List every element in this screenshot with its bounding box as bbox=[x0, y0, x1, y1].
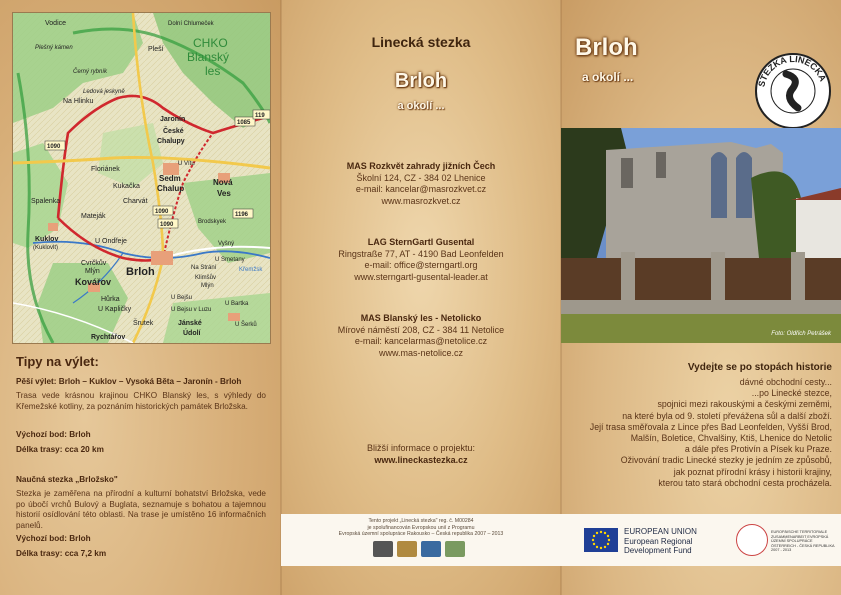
hike-route-title: Pěší výlet: Brloh – Kuklov – Vysoká Běta – Jaronín - Brloh bbox=[16, 377, 242, 386]
svg-text:Brodskyek: Brodskyek bbox=[198, 219, 227, 225]
svg-text:Ledová jeskyně: Ledová jeskyně bbox=[83, 89, 125, 95]
org-email[interactable]: e-mail: office@sterngartl.org bbox=[364, 260, 478, 270]
svg-text:Spalenka: Spalenka bbox=[31, 198, 61, 205]
svg-text:Dolní Chlumeček: Dolní Chlumeček bbox=[168, 21, 214, 27]
trail-start: Výchozí bod: Brloh bbox=[16, 534, 91, 543]
trail-description: Stezka je zaměřena na přírodní a kulturní bohatství Brložska, vede po úbočí vrchů Bulový a Buglata, seznamuje s bohatou a tajemnou historií osídlování této oblasti. Na trase je umístěno 16 informačních panelů. bbox=[16, 489, 266, 530]
svg-text:Vyšný: Vyšný bbox=[218, 241, 235, 247]
svg-text:Křemžsk: Křemžsk bbox=[239, 267, 263, 273]
right-subtitle: a okolí ... bbox=[582, 70, 634, 84]
svg-text:CHKO: CHKO bbox=[193, 36, 228, 50]
svg-text:U Bejsu v Luzu: U Bejsu v Luzu bbox=[171, 307, 212, 313]
stezka-linecka-logo bbox=[754, 52, 832, 130]
svg-text:Nová: Nová bbox=[213, 178, 233, 187]
center-title: Brloh bbox=[394, 70, 448, 92]
svg-text:Charvát: Charvát bbox=[123, 198, 148, 205]
partner-logo bbox=[445, 541, 465, 557]
svg-text:Blanský: Blanský bbox=[187, 50, 230, 64]
funding-strip bbox=[281, 514, 841, 566]
center-content bbox=[281, 0, 561, 595]
svg-text:Na Strání: Na Strání bbox=[191, 265, 217, 271]
svg-text:Floriánek: Floriánek bbox=[91, 166, 120, 173]
svg-text:Mateják: Mateják bbox=[81, 213, 106, 220]
svg-text:U Smetany: U Smetany bbox=[215, 257, 245, 263]
org-website[interactable]: www.masrozkvet.cz bbox=[381, 195, 461, 206]
svg-text:119: 119 bbox=[255, 113, 265, 119]
svg-text:Jaronín: Jaronín bbox=[160, 116, 186, 123]
svg-text:Kovářov: Kovářov bbox=[75, 277, 112, 287]
right-title: Brloh bbox=[575, 34, 638, 61]
org-name: MAS Blanský les - Netolicko bbox=[360, 313, 482, 323]
svg-text:Sedm: Sedm bbox=[159, 174, 181, 183]
svg-text:Brloh: Brloh bbox=[126, 266, 155, 278]
org-email[interactable]: e-mail: kancelar@masrozkvet.cz bbox=[355, 184, 487, 194]
center-subtitle: a okolí ... bbox=[397, 100, 445, 112]
hike-start: Výchozí bod: Brloh bbox=[16, 430, 91, 439]
etc-logo-icon bbox=[736, 524, 768, 556]
svg-text:Kuklov: Kuklov bbox=[35, 236, 59, 243]
svg-text:Vodice: Vodice bbox=[45, 20, 67, 27]
svg-text:1090: 1090 bbox=[155, 209, 169, 215]
svg-text:Mlýn: Mlýn bbox=[85, 268, 100, 275]
svg-text:Klimšův: Klimšův bbox=[195, 275, 217, 281]
hike-length: Délka trasy: cca 20 km bbox=[16, 445, 104, 454]
funding-text: Tento projekt „Linecká stezka" reg. č. M00284 je spolufinancován Evropskou unií z Programu Evropská územní spolupráce Rakousko – Česká republika 2007 – 2013 bbox=[338, 518, 504, 538]
svg-text:1196: 1196 bbox=[235, 212, 249, 218]
svg-text:Rychtářov: Rychtářov bbox=[91, 334, 126, 341]
history-title: Vydejte se po stopách historie bbox=[687, 362, 832, 373]
svg-text:1090: 1090 bbox=[47, 144, 61, 150]
svg-text:U Kapličky: U Kapličky bbox=[98, 306, 132, 313]
svg-text:U Šerků: U Šerků bbox=[235, 322, 257, 328]
area-map bbox=[12, 12, 271, 344]
project-info bbox=[281, 443, 561, 466]
svg-text:Mlýn: Mlýn bbox=[201, 283, 214, 289]
org-address: Ringstraße 77, AT - 4190 Bad Leonfelden bbox=[338, 248, 504, 259]
svg-text:České: České bbox=[163, 128, 184, 135]
svg-text:Plešný kámen: Plešný kámen bbox=[35, 45, 73, 51]
svg-text:(Kuklovlt): (Kuklovlt) bbox=[33, 245, 59, 251]
partner-logo bbox=[397, 541, 417, 557]
svg-text:1085: 1085 bbox=[237, 120, 251, 126]
project-website[interactable]: www.lineckastezka.cz bbox=[374, 454, 468, 465]
svg-text:Chalup: Chalup bbox=[157, 184, 185, 193]
eu-flag-icon bbox=[584, 528, 618, 552]
org-website[interactable]: www.mas-netolice.cz bbox=[378, 347, 464, 358]
org-block bbox=[281, 237, 561, 283]
org-address: Školní 124, CZ - 384 02 Lhenice bbox=[356, 172, 486, 183]
svg-text:Kukačka: Kukačka bbox=[113, 183, 140, 190]
org-block bbox=[281, 161, 561, 207]
org-email[interactable]: e-mail: kancelarmas@netolice.cz bbox=[354, 336, 488, 346]
project-info-label: Bližší informace o projektu: bbox=[366, 443, 476, 453]
svg-text:Na Hlinku: Na Hlinku bbox=[63, 98, 94, 105]
hike-description: Trasa vede krásnou krajinou CHKO Blanský les, s výhledy do Křemežské kotliny, za poznáním historických památek Brložska. bbox=[16, 391, 266, 411]
svg-text:STEZKA LINECKÁ: STEZKA LINECKÁ bbox=[756, 53, 829, 88]
svg-text:Údolí: Údolí bbox=[183, 330, 201, 337]
svg-text:les: les bbox=[205, 64, 221, 78]
center-heading: Linecká stezka bbox=[371, 34, 471, 50]
svg-text:U Bejšu: U Bejšu bbox=[171, 295, 193, 301]
svg-text:Pleší: Pleší bbox=[148, 46, 164, 53]
svg-text:U Vítu: U Vítu bbox=[178, 161, 195, 167]
org-name: MAS Rozkvět zahrady jižních Čech bbox=[346, 161, 496, 171]
photo-credit: Foto: Oldřich Petrášek bbox=[771, 331, 831, 337]
svg-text:Šrutek: Šrutek bbox=[133, 320, 154, 327]
trail-title: Naučná stezka „Brložsko" bbox=[16, 475, 118, 484]
org-name: LAG SternGartl Gusental bbox=[367, 237, 475, 247]
svg-text:Cvrčkův: Cvrčkův bbox=[81, 260, 107, 267]
svg-text:Hůrka: Hůrka bbox=[101, 296, 120, 303]
history-text: dávné obchodní cesty... ...po Linecké stezce, spojnici mezi rakouskými a českými zeměmi, na které byla od 9. století převážena sůl a další zboží. Její trasa směřovala z Lince přes Bad Leonfelden, Vyšší Brod, Malšín, Boletice, Chvalšiny, Ktiš, Lhenice do Netolic a dále přes Protivín a Písek ku Praze. Oživování tradic Linecké stezky je jedním ze způsobů, jak poznat přírodní krásy i historii krajiny, kterou tato stará obchodní cesta procházela. bbox=[589, 377, 832, 488]
org-block bbox=[281, 313, 561, 359]
partner-logo bbox=[421, 541, 441, 557]
tips-heading: Tipy na výlet: bbox=[16, 354, 99, 369]
org-website[interactable]: www.sterngartl-gusental-leader.at bbox=[354, 271, 488, 282]
etc-logo-text: EUROPÄISCHE TERRITORIALE ZUSAMMENARBEIT EVROPSKÁ ÚZEMNÍ SPOLUPRÁCE ÖSTERREICH - ČESKÁ REPUBLIKA 2007 - 2013 bbox=[771, 530, 835, 553]
svg-text:U Ondřeje: U Ondřeje bbox=[95, 238, 127, 245]
org-address: Mírové náměstí 208, CZ - 384 11 Netolice bbox=[337, 324, 505, 335]
svg-text:Černý rybník: Černý rybník bbox=[73, 69, 108, 75]
svg-text:1090: 1090 bbox=[160, 222, 174, 228]
svg-text:Ves: Ves bbox=[217, 189, 231, 198]
svg-text:Chalupy: Chalupy bbox=[157, 138, 185, 145]
svg-text:Jánské: Jánské bbox=[178, 320, 202, 327]
photo-caption-layer bbox=[561, 128, 841, 343]
trail-length: Délka trasy: cca 7,2 km bbox=[16, 549, 107, 558]
svg-text:U Bartka: U Bartka bbox=[225, 301, 249, 307]
eu-fund-text: EUROPEAN UNION European Regional Development Fund bbox=[624, 527, 697, 556]
partner-logo bbox=[373, 541, 393, 557]
